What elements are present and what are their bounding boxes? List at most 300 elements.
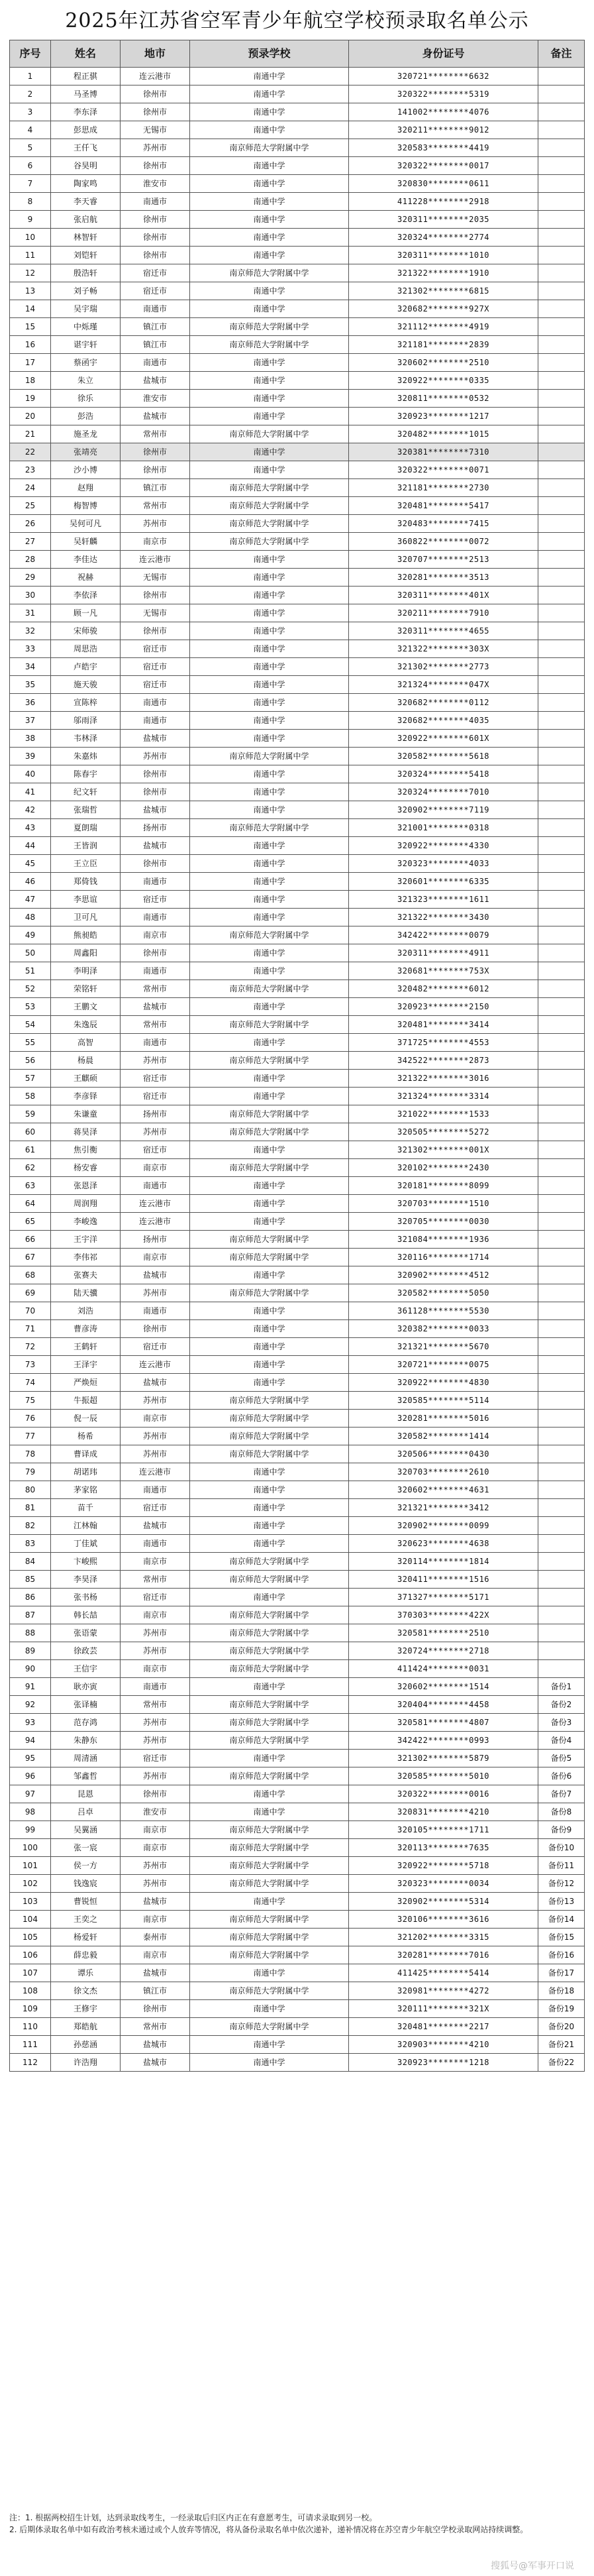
cell-index: 59 xyxy=(10,1105,51,1123)
cell-index: 82 xyxy=(10,1517,51,1535)
cell-remark xyxy=(538,121,585,139)
cell-index: 65 xyxy=(10,1213,51,1231)
cell-index: 37 xyxy=(10,712,51,730)
table-row xyxy=(10,926,585,944)
cell-index: 93 xyxy=(10,1714,51,1732)
cell-id-number: 320724********2718 xyxy=(349,1642,538,1660)
cell-name: 朱嘉炜 xyxy=(51,748,121,765)
cell-index: 112 xyxy=(10,2054,51,2072)
cell-city: 无锡市 xyxy=(121,121,190,139)
cell-name: 郑倚钱 xyxy=(51,873,121,891)
table-row xyxy=(10,1714,585,1732)
cell-remark: 备份13 xyxy=(538,1893,585,1911)
cell-school: 南京师范大学附属中学 xyxy=(190,1392,349,1410)
cell-school: 南通中学 xyxy=(190,2000,349,2018)
cell-index: 70 xyxy=(10,1302,51,1320)
cell-index: 31 xyxy=(10,604,51,622)
table-row xyxy=(10,980,585,998)
cell-remark xyxy=(538,1445,585,1463)
table-row xyxy=(10,1159,585,1177)
cell-city: 苏州市 xyxy=(121,1857,190,1875)
footnotes xyxy=(9,2512,584,2536)
cell-school: 南通中学 xyxy=(190,300,349,318)
cell-school: 南通中学 xyxy=(190,873,349,891)
cell-id-number: 320322********0071 xyxy=(349,461,538,479)
cell-remark xyxy=(538,1338,585,1356)
cell-id-number: 321323********1611 xyxy=(349,891,538,909)
cell-name: 王麒硕 xyxy=(51,1070,121,1088)
cell-index: 79 xyxy=(10,1463,51,1481)
table-row xyxy=(10,211,585,229)
cell-index: 110 xyxy=(10,2018,51,2036)
cell-name: 谌宇轩 xyxy=(51,336,121,354)
cell-city: 宿迁市 xyxy=(121,1070,190,1088)
cell-city: 盐城市 xyxy=(121,408,190,425)
cell-index: 91 xyxy=(10,1678,51,1696)
cell-index: 47 xyxy=(10,891,51,909)
table-row xyxy=(10,1589,585,1606)
cell-id-number: 320831********4210 xyxy=(349,1803,538,1821)
cell-city: 徐州市 xyxy=(121,1320,190,1338)
cell-index: 96 xyxy=(10,1767,51,1785)
cell-name: 吴翼涵 xyxy=(51,1821,121,1839)
cell-city: 常州市 xyxy=(121,1571,190,1589)
cell-name: 施圣龙 xyxy=(51,425,121,443)
cell-city: 南京市 xyxy=(121,1249,190,1266)
cell-index: 89 xyxy=(10,1642,51,1660)
cell-index: 88 xyxy=(10,1624,51,1642)
cell-id-number: 411424********0031 xyxy=(349,1660,538,1678)
cell-id-number: 411228********2918 xyxy=(349,193,538,211)
cell-remark xyxy=(538,461,585,479)
cell-name: 李峻逸 xyxy=(51,1213,121,1231)
cell-index: 97 xyxy=(10,1785,51,1803)
cell-city: 南通市 xyxy=(121,193,190,211)
cell-school: 南京师范大学附属中学 xyxy=(190,1284,349,1302)
cell-id-number: 320922********4330 xyxy=(349,837,538,855)
cell-id-number: 360822********0072 xyxy=(349,533,538,551)
cell-school: 南京师范大学附属中学 xyxy=(190,1911,349,1929)
cell-id-number: 320623********4638 xyxy=(349,1535,538,1553)
cell-remark xyxy=(538,837,585,855)
cell-remark xyxy=(538,1624,585,1642)
table-row xyxy=(10,443,585,461)
table-row xyxy=(10,622,585,640)
cell-id-number: 320902********0099 xyxy=(349,1517,538,1535)
cell-remark: 备份15 xyxy=(538,1929,585,1946)
cell-name: 张恩泽 xyxy=(51,1177,121,1195)
cell-id-number: 320585********5114 xyxy=(349,1392,538,1410)
cell-name: 许浩翔 xyxy=(51,2054,121,2072)
cell-id-number: 320923********2150 xyxy=(349,998,538,1016)
cell-id-number: 320922********0335 xyxy=(349,372,538,390)
cell-id-number: 320581********4807 xyxy=(349,1714,538,1732)
cell-id-number: 321181********2730 xyxy=(349,479,538,497)
cell-index: 80 xyxy=(10,1481,51,1499)
cell-school: 南京师范大学附属中学 xyxy=(190,479,349,497)
cell-school: 南通中学 xyxy=(190,998,349,1016)
cell-name: 卢皓宇 xyxy=(51,658,121,676)
cell-id-number: 361128********5530 xyxy=(349,1302,538,1320)
cell-school: 南京师范大学附属中学 xyxy=(190,1767,349,1785)
cell-school: 南通中学 xyxy=(190,783,349,801)
cell-remark xyxy=(538,640,585,658)
cell-remark xyxy=(538,1266,585,1284)
cell-name: 吴轩麟 xyxy=(51,533,121,551)
cell-school: 南通中学 xyxy=(190,1785,349,1803)
cell-remark xyxy=(538,587,585,604)
cell-index: 5 xyxy=(10,139,51,157)
cell-name: 朱立 xyxy=(51,372,121,390)
table-row xyxy=(10,1660,585,1678)
cell-city: 盐城市 xyxy=(121,1964,190,1982)
table-row xyxy=(10,121,585,139)
cell-id-number: 320903********4210 xyxy=(349,2036,538,2054)
cell-school: 南京师范大学附属中学 xyxy=(190,1732,349,1750)
cell-city: 南通市 xyxy=(121,962,190,980)
cell-name: 李东泽 xyxy=(51,103,121,121)
cell-remark: 备份14 xyxy=(538,1911,585,1929)
cell-name: 彭思成 xyxy=(51,121,121,139)
cell-id-number: 320682********927X xyxy=(349,300,538,318)
cell-city: 连云港市 xyxy=(121,68,190,85)
cell-id-number: 320482********6012 xyxy=(349,980,538,998)
cell-school: 南通中学 xyxy=(190,604,349,622)
cell-id-number: 320483********7415 xyxy=(349,515,538,533)
cell-city: 南通市 xyxy=(121,354,190,372)
cell-name: 卞峻熙 xyxy=(51,1553,121,1571)
table-row xyxy=(10,1141,585,1159)
cell-school: 南通中学 xyxy=(190,229,349,247)
table-row xyxy=(10,1803,585,1821)
cell-school: 南京师范大学附属中学 xyxy=(190,1606,349,1624)
table-row xyxy=(10,515,585,533)
cell-name: 周鑫阳 xyxy=(51,944,121,962)
cell-school: 南通中学 xyxy=(190,640,349,658)
table-row xyxy=(10,1821,585,1839)
cell-index: 1 xyxy=(10,68,51,85)
cell-remark xyxy=(538,533,585,551)
table-row xyxy=(10,1678,585,1696)
table-row xyxy=(10,497,585,515)
cell-index: 13 xyxy=(10,282,51,300)
cell-name: 梅智博 xyxy=(51,497,121,515)
cell-school: 南京师范大学附属中学 xyxy=(190,139,349,157)
cell-index: 49 xyxy=(10,926,51,944)
cell-id-number: 320311********4911 xyxy=(349,944,538,962)
cell-city: 盐城市 xyxy=(121,372,190,390)
table-row xyxy=(10,1553,585,1571)
cell-id-number: 320703********2610 xyxy=(349,1463,538,1481)
table-row xyxy=(10,909,585,926)
cell-name: 朱逸辰 xyxy=(51,1016,121,1034)
cell-id-number: 321302********2773 xyxy=(349,658,538,676)
cell-index: 51 xyxy=(10,962,51,980)
cell-remark xyxy=(538,1463,585,1481)
cell-remark xyxy=(538,336,585,354)
table-row xyxy=(10,1105,585,1123)
cell-remark xyxy=(538,1016,585,1034)
table-row xyxy=(10,873,585,891)
cell-remark xyxy=(538,1123,585,1141)
cell-remark xyxy=(538,1571,585,1589)
cell-remark xyxy=(538,515,585,533)
cell-school: 南通中学 xyxy=(190,282,349,300)
cell-school: 南通中学 xyxy=(190,1964,349,1982)
cell-school: 南通中学 xyxy=(190,103,349,121)
cell-school: 南通中学 xyxy=(190,1803,349,1821)
cell-name: 邬雨泽 xyxy=(51,712,121,730)
cell-remark xyxy=(538,1499,585,1517)
cell-name: 苗千 xyxy=(51,1499,121,1517)
cell-name: 孙慈涵 xyxy=(51,2036,121,2054)
cell-name: 韦林泽 xyxy=(51,730,121,748)
cell-school: 南京师范大学附属中学 xyxy=(190,1159,349,1177)
table-row xyxy=(10,1499,585,1517)
cell-name: 倪一辰 xyxy=(51,1410,121,1428)
cell-index: 22 xyxy=(10,443,51,461)
cell-id-number: 321084********1936 xyxy=(349,1231,538,1249)
cell-city: 宿迁市 xyxy=(121,264,190,282)
cell-city: 盐城市 xyxy=(121,837,190,855)
cell-name: 焦引衡 xyxy=(51,1141,121,1159)
cell-school: 南京师范大学附属中学 xyxy=(190,1857,349,1875)
table-row xyxy=(10,2018,585,2036)
cell-id-number: 320311********2035 xyxy=(349,211,538,229)
cell-remark xyxy=(538,68,585,85)
cell-city: 泰州市 xyxy=(121,1929,190,1946)
cell-school: 南通中学 xyxy=(190,1034,349,1052)
cell-name: 蒋昊泽 xyxy=(51,1123,121,1141)
cell-index: 8 xyxy=(10,193,51,211)
table-row xyxy=(10,175,585,193)
table-row xyxy=(10,1732,585,1750)
table-row xyxy=(10,354,585,372)
table-row xyxy=(10,1642,585,1660)
table-row xyxy=(10,783,585,801)
table-row xyxy=(10,551,585,569)
cell-index: 103 xyxy=(10,1893,51,1911)
cell-remark xyxy=(538,318,585,336)
cell-id-number: 320311********1010 xyxy=(349,247,538,264)
cell-index: 7 xyxy=(10,175,51,193)
table-row xyxy=(10,1946,585,1964)
cell-remark xyxy=(538,85,585,103)
cell-city: 南通市 xyxy=(121,712,190,730)
cell-school: 南通中学 xyxy=(190,390,349,408)
cell-name: 顾一凡 xyxy=(51,604,121,622)
cell-school: 南通中学 xyxy=(190,1070,349,1088)
cell-id-number: 320681********753X xyxy=(349,962,538,980)
cell-school: 南京师范大学附属中学 xyxy=(190,1875,349,1893)
cell-name: 张启航 xyxy=(51,211,121,229)
cell-city: 徐州市 xyxy=(121,443,190,461)
cell-id-number: 321181********2839 xyxy=(349,336,538,354)
cell-name: 谭乐 xyxy=(51,1964,121,1982)
table-row xyxy=(10,372,585,390)
cell-id-number: 320211********7910 xyxy=(349,604,538,622)
cell-name: 李依泽 xyxy=(51,587,121,604)
cell-name: 殷浩轩 xyxy=(51,264,121,282)
table-body xyxy=(10,68,585,2072)
cell-remark: 备份4 xyxy=(538,1732,585,1750)
cell-remark xyxy=(538,730,585,748)
cell-remark: 备份17 xyxy=(538,1964,585,1982)
cell-city: 连云港市 xyxy=(121,1356,190,1374)
table-row xyxy=(10,1893,585,1911)
cell-name: 李佳达 xyxy=(51,551,121,569)
cell-remark xyxy=(538,658,585,676)
cell-index: 105 xyxy=(10,1929,51,1946)
cell-school: 南京师范大学附属中学 xyxy=(190,2018,349,2036)
cell-name: 高智 xyxy=(51,1034,121,1052)
cell-index: 61 xyxy=(10,1141,51,1159)
cell-name: 牛振超 xyxy=(51,1392,121,1410)
cell-name: 李天睿 xyxy=(51,193,121,211)
cell-school: 南通中学 xyxy=(190,1499,349,1517)
table-row xyxy=(10,1445,585,1463)
cell-index: 46 xyxy=(10,873,51,891)
cell-id-number: 370303********422X xyxy=(349,1606,538,1624)
cell-id-number: 321001********0318 xyxy=(349,819,538,837)
cell-school: 南通中学 xyxy=(190,1177,349,1195)
table-row xyxy=(10,85,585,103)
cell-index: 48 xyxy=(10,909,51,926)
table-row xyxy=(10,318,585,336)
cell-school: 南京师范大学附属中学 xyxy=(190,1231,349,1249)
cell-index: 99 xyxy=(10,1821,51,1839)
cell-name: 张赛夫 xyxy=(51,1266,121,1284)
cell-school: 南通中学 xyxy=(190,1893,349,1911)
cell-remark xyxy=(538,443,585,461)
table-row xyxy=(10,1750,585,1767)
cell-index: 68 xyxy=(10,1266,51,1284)
cell-name: 吴宇瑞 xyxy=(51,300,121,318)
cell-index: 55 xyxy=(10,1034,51,1052)
cell-city: 盐城市 xyxy=(121,801,190,819)
cell-name: 施天骏 xyxy=(51,676,121,694)
cell-name: 邹鑫哲 xyxy=(51,1767,121,1785)
table-row xyxy=(10,694,585,712)
table-row xyxy=(10,1249,585,1266)
cell-index: 21 xyxy=(10,425,51,443)
cell-id-number: 320381********7310 xyxy=(349,443,538,461)
table-row xyxy=(10,837,585,855)
cell-school: 南通中学 xyxy=(190,1088,349,1105)
cell-index: 74 xyxy=(10,1374,51,1392)
table-row xyxy=(10,1231,585,1249)
cell-id-number: 320505********5272 xyxy=(349,1123,538,1141)
cell-city: 徐州市 xyxy=(121,229,190,247)
cell-remark xyxy=(538,1642,585,1660)
cell-city: 苏州市 xyxy=(121,1392,190,1410)
cell-city: 南通市 xyxy=(121,694,190,712)
cell-remark xyxy=(538,676,585,694)
cell-id-number: 321022********1533 xyxy=(349,1105,538,1123)
cell-school: 南通中学 xyxy=(190,1750,349,1767)
cell-remark xyxy=(538,1284,585,1302)
cell-remark xyxy=(538,425,585,443)
cell-name: 薛忠毅 xyxy=(51,1946,121,1964)
cell-city: 南通市 xyxy=(121,1678,190,1696)
cell-id-number: 321322********303X xyxy=(349,640,538,658)
table-row xyxy=(10,1767,585,1785)
header-name: 姓名 xyxy=(51,40,121,68)
cell-id-number: 320323********4033 xyxy=(349,855,538,873)
cell-school: 南通中学 xyxy=(190,1266,349,1284)
cell-school: 南京师范大学附属中学 xyxy=(190,318,349,336)
cell-id-number: 320105********1711 xyxy=(349,1821,538,1839)
cell-name: 杨晨 xyxy=(51,1052,121,1070)
cell-city: 宿迁市 xyxy=(121,1088,190,1105)
cell-id-number: 321324********3314 xyxy=(349,1088,538,1105)
cell-id-number: 320481********2217 xyxy=(349,2018,538,2036)
cell-id-number: 320721********0075 xyxy=(349,1356,538,1374)
cell-school: 南京师范大学附属中学 xyxy=(190,1052,349,1070)
table-row xyxy=(10,1284,585,1302)
cell-name: 刘铠轩 xyxy=(51,247,121,264)
cell-remark xyxy=(538,1517,585,1535)
cell-school: 南通中学 xyxy=(190,587,349,604)
table-row xyxy=(10,1392,585,1410)
cell-school: 南京师范大学附属中学 xyxy=(190,515,349,533)
cell-school: 南京师范大学附属中学 xyxy=(190,1714,349,1732)
cell-remark xyxy=(538,497,585,515)
cell-name: 张靖亮 xyxy=(51,443,121,461)
cell-school: 南通中学 xyxy=(190,622,349,640)
header-id-number: 身份证号 xyxy=(349,40,538,68)
table-row xyxy=(10,1982,585,2000)
cell-name: 韩长喆 xyxy=(51,1606,121,1624)
table-row xyxy=(10,1213,585,1231)
cell-city: 南京市 xyxy=(121,1410,190,1428)
cell-name: 周清涵 xyxy=(51,1750,121,1767)
cell-id-number: 320116********1714 xyxy=(349,1249,538,1266)
cell-index: 104 xyxy=(10,1911,51,1929)
cell-city: 徐州市 xyxy=(121,783,190,801)
table-row xyxy=(10,1911,585,1929)
cell-id-number: 321112********4919 xyxy=(349,318,538,336)
cell-index: 35 xyxy=(10,676,51,694)
cell-id-number: 320602********4631 xyxy=(349,1481,538,1499)
cell-index: 109 xyxy=(10,2000,51,2018)
cell-remark xyxy=(538,1105,585,1123)
cell-school: 南京师范大学附属中学 xyxy=(190,1982,349,2000)
table-row xyxy=(10,1266,585,1284)
table-row xyxy=(10,1016,585,1034)
cell-city: 盐城市 xyxy=(121,730,190,748)
table-row xyxy=(10,748,585,765)
cell-remark xyxy=(538,1410,585,1428)
cell-name: 陶家鸣 xyxy=(51,175,121,193)
cell-city: 苏州市 xyxy=(121,1428,190,1445)
cell-name: 张书杨 xyxy=(51,1589,121,1606)
cell-remark xyxy=(538,247,585,264)
cell-name: 王鹤轩 xyxy=(51,1338,121,1356)
cell-index: 32 xyxy=(10,622,51,640)
cell-id-number: 320506********0430 xyxy=(349,1445,538,1463)
cell-city: 宿迁市 xyxy=(121,1141,190,1159)
table-row xyxy=(10,1195,585,1213)
cell-city: 苏州市 xyxy=(121,139,190,157)
cell-city: 宿迁市 xyxy=(121,640,190,658)
cell-id-number: 320411********1516 xyxy=(349,1571,538,1589)
table-row xyxy=(10,1481,585,1499)
table-row xyxy=(10,1374,585,1392)
cell-name: 李彦铎 xyxy=(51,1088,121,1105)
cell-index: 15 xyxy=(10,318,51,336)
cell-remark xyxy=(538,1159,585,1177)
